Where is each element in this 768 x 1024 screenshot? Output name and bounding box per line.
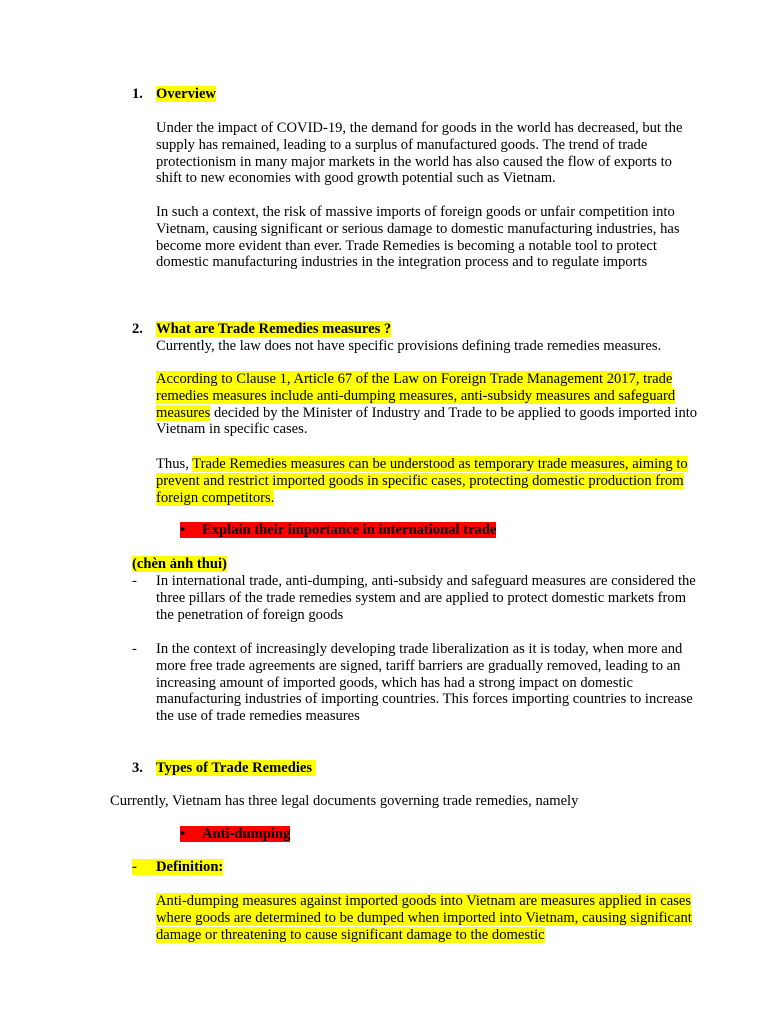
section-1-heading xyxy=(156,86,216,103)
bullet-dot-icon: • xyxy=(180,522,186,538)
section-3-title: Types of Trade Remedies xyxy=(156,760,316,776)
summary-paragraph xyxy=(156,456,701,506)
definition-label: Definition: xyxy=(156,859,224,875)
bullet-anti-dumping-highlight xyxy=(180,826,290,842)
definition-text: Anti-dumping measures against imported goods into Vietnam are measures applied in cases where goods are determined to be dumped when imported into Vietnam, causing significant damage or threatening to cause significant damage to the domestic xyxy=(156,893,692,943)
section-2-title: What are Trade Remedies measures ? xyxy=(156,321,392,337)
clause-highlight: According to Clause 1, Article 67 of the Law on Foreign Trade Management 2017, trade remedies measures include anti-dumping measures, anti-subsidy measures and safeguard measures xyxy=(156,371,676,421)
definition-heading xyxy=(132,859,223,876)
section-3-heading xyxy=(156,760,316,777)
section-1-number: 1. xyxy=(132,86,143,102)
section-3-number: 3. xyxy=(132,760,143,776)
section-2-heading xyxy=(156,321,391,338)
dash-marker-2: - xyxy=(132,641,137,657)
section-1-title: Overview xyxy=(156,86,216,102)
bullet-dot-icon: • xyxy=(180,826,186,842)
bullet-importance-highlight xyxy=(180,522,496,538)
definition-paragraph xyxy=(156,893,701,943)
section-2-number: 2. xyxy=(132,321,143,337)
bullet-anti-dumping xyxy=(180,826,290,843)
dash-item-2: In the context of increasingly developing trade liberalization as it is today, when more and more free trade agreements are signed, tariff barriers are gradually removed, leading to an increasing amount of imported goods, which has had a strong impact on domestic manufacturing industries of importing countries. This forces importing countries to increase the use of trade remedies measures xyxy=(156,641,693,725)
summary-highlight: Trade Remedies measures can be understood as temporary trade measures, aiming to prevent and restrict imported goods in specific cases, protecting domestic production from foreign competitors. xyxy=(156,456,688,506)
legal-documents-paragraph: Currently, Vietnam has three legal documents governing trade remedies, namely xyxy=(110,793,579,809)
overview-paragraph-1: Under the impact of COVID-19, the demand for goods in the world has decreased, but the supply has remained, leading to a surplus of manufactured goods. The trend of trade protectionism in many major markets in the world has also caused the flow of exports to shift to new economies with good growth potential such as Vietnam. xyxy=(156,120,683,187)
bullet-importance xyxy=(180,522,496,539)
image-placeholder-note xyxy=(132,556,227,573)
overview-paragraph-2: In such a context, the risk of massive imports of foreign goods or unfair competition into Vietnam, causing significant or serious damage to domestic manufacturing industries, has become more evident than ever. Trade Remedies is becoming a notable tool to protect domestic manufacturing industries in the integration process and to regulate imports xyxy=(156,204,680,271)
definition-intro-paragraph: Currently, the law does not have specific provisions defining trade remedies measures. xyxy=(156,338,662,354)
dash-marker-1: - xyxy=(132,573,137,589)
bullet-importance-label: Explain their importance in international trade xyxy=(202,522,497,538)
clause-paragraph xyxy=(156,371,701,438)
definition-heading-highlight xyxy=(132,859,223,875)
note-text: (chèn ảnh thui) xyxy=(132,556,227,572)
dash-item-1: In international trade, anti-dumping, anti-subsidy and safeguard measures are considered the three pillars of the trade remedies system and are applied to protect domestic markets from the penetration of foreign goods xyxy=(156,573,696,623)
clause-rest: decided by the Minister of Industry and Trade to be applied to goods imported into Vietnam in specific cases. xyxy=(156,404,698,438)
summary-prefix: Thus, xyxy=(156,456,193,472)
bullet-anti-dumping-label: Anti-dumping xyxy=(202,826,291,842)
definition-dash: - xyxy=(132,859,137,875)
